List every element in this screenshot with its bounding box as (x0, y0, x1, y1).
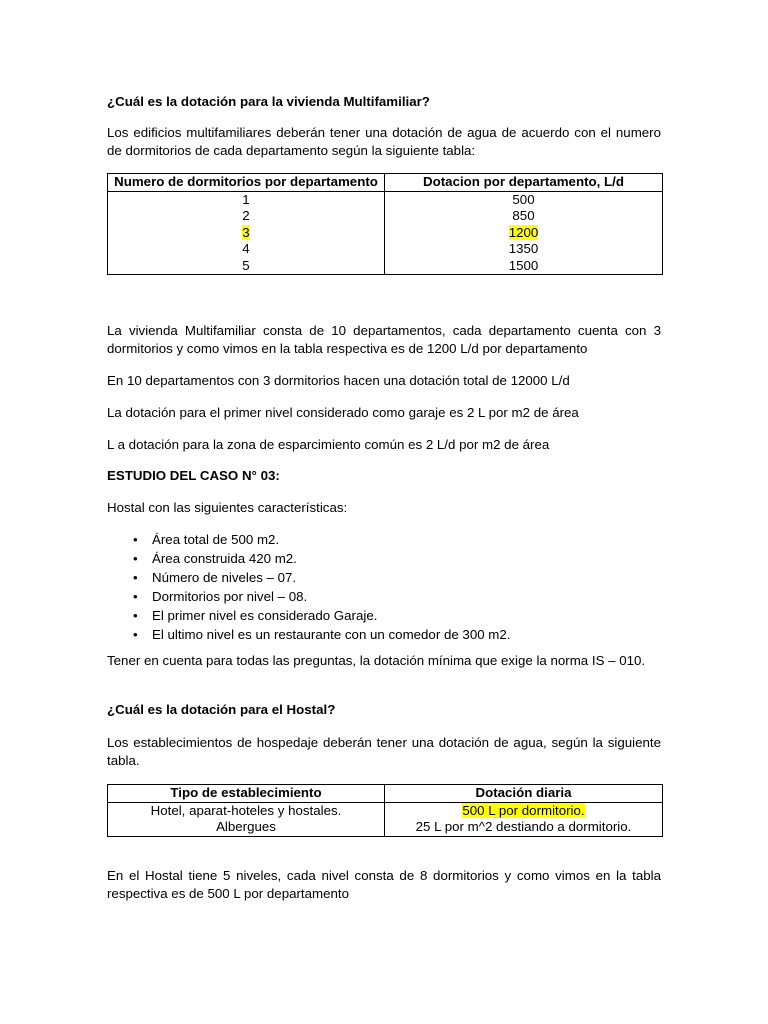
dotacion-diaria-highlighted: 500 L por dormitorio. (462, 802, 585, 818)
table-header-row (108, 785, 663, 803)
question-2-intro: Los establecimientos de hospedaje deberán tener una dotación de agua, según la siguiente tabla. (107, 735, 661, 768)
table-cell (108, 191, 385, 275)
paragraph-garaje: La dotación para el primer nivel considerado como garaje es 2 L por m2 de área (107, 405, 579, 420)
bullet-icon: • (133, 551, 138, 566)
table-header-cell: Numero de dormitorios por departamento (108, 174, 385, 192)
dotacion-value-highlighted: 1200 (508, 224, 539, 240)
dotacion-value: 850 (512, 208, 535, 223)
list-item: • El primer nivel es considerado Garaje. (133, 608, 378, 623)
question-1-intro: Los edificios multifamiliares deberán tener una dotación de agua de acuerdo con el numero de dormitorios de cada departamento según la siguiente tabla: (107, 125, 661, 158)
paragraph-vivienda: La vivienda Multifamiliar consta de 10 departamentos, cada departamento cuenta con 3 dormitorios y como vimos en la tabla respectiva es de 1200 L/d por departamento (107, 323, 661, 356)
list-item: • Número de niveles – 07. (133, 570, 297, 585)
dotacion-hospedaje-table (107, 784, 663, 837)
table-header-cell: Dotación diaria (385, 785, 663, 803)
bullet-icon: • (133, 532, 138, 547)
list-item: • Área construida 420 m2. (133, 551, 297, 566)
establecimiento-value: Hotel, aparat-hoteles y hostales. (150, 802, 342, 818)
norma-note: Tener en cuenta para todas las preguntas, la dotación mínima que exige la norma IS – 010. (107, 653, 646, 668)
characteristics-list (107, 530, 661, 644)
dormitorios-value: 4 (242, 241, 250, 256)
paragraph-total: En 10 departamentos con 3 dormitorios hacen una dotación total de 12000 L/d (107, 373, 570, 388)
dotacion-value: 1500 (508, 257, 539, 273)
dotacion-diaria-value: 25 L por m^2 destiando a dormitorio. (415, 819, 632, 834)
case-heading: ESTUDIO DEL CASO N° 03: (107, 468, 280, 483)
question-1-title: ¿Cuál es la dotación para la vivienda Multifamiliar? (107, 94, 430, 109)
bullet-icon: • (133, 589, 138, 604)
table-cell (385, 191, 663, 275)
paragraph-esparcimiento: L a dotación para la zona de esparcimiento común es 2 L/d por m2 de área (107, 437, 550, 452)
establecimiento-value: Albergues (216, 819, 276, 834)
table-row (108, 191, 663, 275)
dotacion-value: 500 (512, 191, 535, 207)
dotacion-multifamiliar-table (107, 173, 663, 275)
list-item: • Dormitorios por nivel – 08. (133, 589, 308, 604)
list-item: • El ultimo nivel es un restaurante con un comedor de 300 m2. (133, 627, 511, 642)
table-row (108, 802, 663, 836)
list-item: • Área total de 500 m2. (133, 532, 280, 547)
case-intro: Hostal con las siguientes características: (107, 500, 348, 515)
table-header-row (108, 174, 663, 192)
dormitorios-value: 5 (242, 257, 250, 273)
paragraph-hostal: En el Hostal tiene 5 niveles, cada nivel consta de 8 dormitorios y como vimos en la tabla respectiva es de 500 L por departamento (107, 868, 661, 901)
table-cell (385, 802, 663, 836)
bullet-icon: • (133, 570, 138, 585)
dormitorios-value: 1 (242, 191, 250, 207)
dotacion-value: 1350 (508, 241, 539, 256)
dormitorios-value-highlighted: 3 (242, 224, 250, 240)
bullet-icon: • (133, 608, 138, 623)
table-header-cell: Tipo de establecimiento (108, 785, 385, 803)
dormitorios-value: 2 (242, 208, 250, 223)
table-header-cell: Dotacion por departamento, L/d (385, 174, 663, 192)
bullet-icon: • (133, 627, 138, 642)
table-cell (108, 802, 385, 836)
question-2-title: ¿Cuál es la dotación para el Hostal? (107, 702, 336, 717)
